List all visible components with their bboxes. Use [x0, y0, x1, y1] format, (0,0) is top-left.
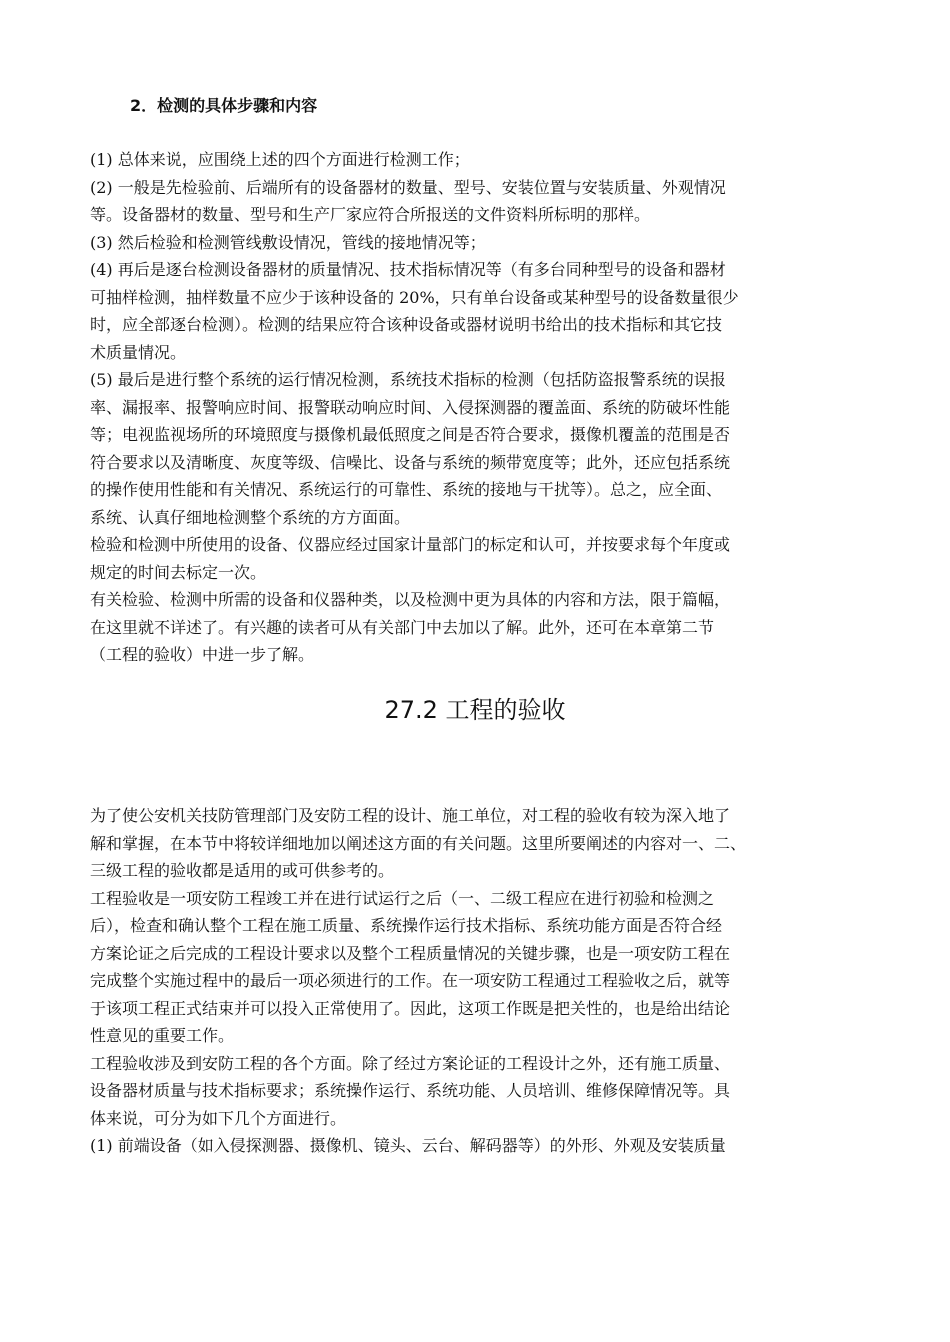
text-line: (1) 前端设备（如入侵探测器、摄像机、镜头、云台、解码器等）的外形、外观及安装质量	[90, 1136, 726, 1155]
text-line: 时，应全部逐台检测）。检测的结果应符合该种设备或器材说明书给出的技术指标和其它技	[90, 315, 723, 334]
text-line: 工程验收涉及到安防工程的各个方面。除了经过方案论证的工程设计之外，还有施工质量、	[90, 1053, 731, 1073]
text-line: (4) 再后是逐台检测设备器材的质量情况、技术指标情况等（有多台同种型号的设备和器材	[90, 260, 726, 279]
acceptance-text	[90, 802, 870, 1160]
section-heading: 2．检测的具体步骤和内容	[130, 96, 318, 115]
text-line: 术质量情况。	[90, 342, 187, 362]
text-line: 率、漏报率、报警响应时间、报警联动响应时间、入侵探测器的覆盖面、系统的防破坏性能	[90, 397, 731, 417]
text-line: 有关检验、检测中所需的设备和仪器种类，以及检测中更为具体的内容和方法，限于篇幅，	[90, 590, 731, 609]
text-line: 规定的时间去标定一次。	[90, 562, 267, 582]
text-line: 三级工程的验收都是适用的或可供参考的。	[90, 861, 395, 880]
text-line: 工程验收是一项安防工程竣工并在进行试运行之后（一、二级工程应在进行初验和检测之	[90, 888, 715, 908]
text-line: 可抽样检测，抽样数量不应少于该种设备的 20%，只有单台设备或某种型号的设备数量很少	[90, 287, 739, 307]
inspection-steps-text	[90, 146, 870, 669]
text-line: 检验和检测中所使用的设备、仪器应经过国家计量部门的标定和认可，并按要求每个年度或	[90, 535, 731, 554]
text-line: 等；电视监视场所的环境照度与摄像机最低照度之间是否符合要求，摄像机覆盖的范围是否	[90, 425, 731, 444]
text-line: 后），检查和确认整个工程在施工质量、系统操作运行技术指标、系统功能方面是否符合经	[90, 916, 723, 935]
text-line: （工程的验收）中进一步了解。	[90, 645, 315, 664]
text-line: (1) 总体来说，应围绕上述的四个方面进行检测工作；	[90, 150, 470, 169]
text-line: (5) 最后是进行整个系统的运行情况检测，系统技术指标的检测（包括防盗报警系统的误报	[90, 370, 726, 389]
text-line: 系统、认真仔细地检测整个系统的方方面面。	[90, 507, 411, 527]
text-line: 为了使公安机关技防管理部门及安防工程的设计、施工单位，对工程的验收有较为深入地了	[90, 806, 731, 825]
text-line: 完成整个实施过程中的最后一项必须进行的工作。在一项安防工程通过工程验收之后，就等	[90, 971, 731, 990]
chapter-title: 27.2 工程的验收	[384, 696, 566, 724]
text-line: 符合要求以及清晰度、灰度等级、信噪比、设备与系统的频带宽度等；此外，还应包括系统	[90, 452, 731, 472]
text-line: 设备器材质量与技术指标要求；系统操作运行、系统功能、人员培训、维修保障情况等。具	[90, 1081, 731, 1100]
text-line: 等。设备器材的数量、型号和生产厂家应符合所报送的文件资料所标明的那样。	[90, 205, 651, 224]
text-line: 体来说，可分为如下几个方面进行。	[90, 1108, 347, 1128]
text-line: 于该项工程正式结束并可以投入正常使用了。因此，这项工作既是把关性的，也是给出结论	[90, 998, 731, 1018]
text-line: (2) 一般是先检验前、后端所有的设备器材的数量、型号、安装位置与安装质量、外观情况	[90, 177, 726, 197]
text-line: 解和掌握，在本节中将较详细地加以阐述这方面的有关问题。这里所要阐述的内容对一、二、	[90, 833, 747, 853]
text-line: 的操作使用性能和有关情况、系统运行的可靠性、系统的接地与干扰等）。总之，应全面、	[90, 480, 723, 499]
text-line: 在这里就不详述了。有兴趣的读者可从有关部门中去加以了解。此外，还可在本章第二节	[90, 617, 715, 637]
text-line: 方案论证之后完成的工程设计要求以及整个工程质量情况的关键步骤，也是一项安防工程在	[90, 943, 731, 963]
text-line: (3) 然后检验和检测管线敷设情况，管线的接地情况等；	[90, 232, 486, 252]
text-line: 性意见的重要工作。	[90, 1026, 235, 1045]
